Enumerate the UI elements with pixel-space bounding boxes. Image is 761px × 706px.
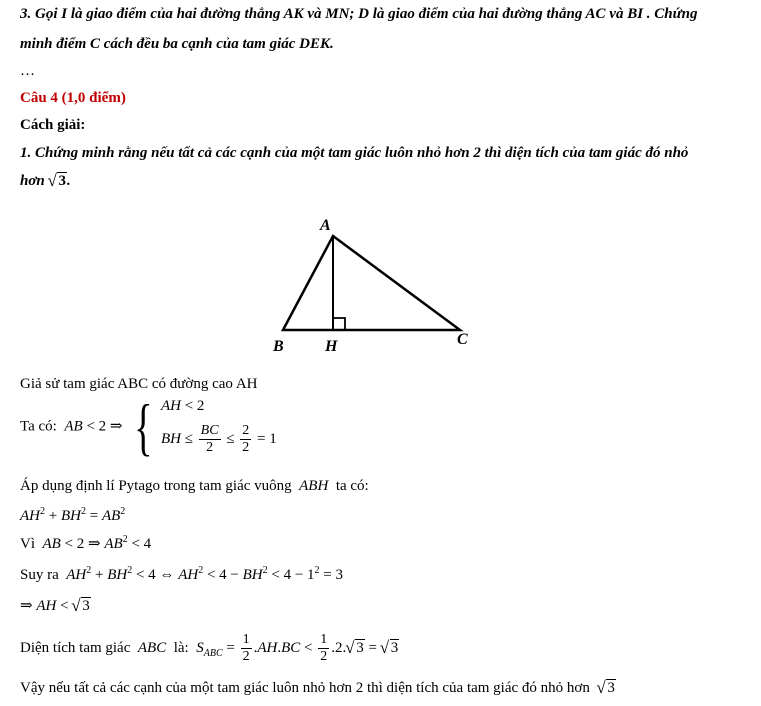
assumption: Giả sử tam giác ABC có đường cao AH: [20, 376, 258, 392]
conclusion: Vậy nếu tất cả các cạnh của một tam giác luôn nhỏ hơn 2 thì diện tích của tam giác đó nhỏ hơn √ 3: [20, 680, 616, 697]
part3-statement-line1: 3. Gọi I là giao điểm của hai đường thẳng AK và MN; D là giao điểm của hai đường thẳng AC và BI . Chứng: [20, 6, 698, 22]
since-line: Vì AB < 2 ⇒ $AB^2 < 4$: [20, 534, 152, 552]
ah-bound: ⇒ AH < √ 3: [20, 596, 91, 615]
part1-statement-line2: hơn √ 3.: [20, 173, 71, 190]
area-line: Diện tích tam giác ABC là: $S_{ABC}$ = $\frac{1}{2}$ .AH.BC < $\frac{1}{2}$ .2.√ 3 = √ 3: [20, 632, 399, 665]
ellipsis: …: [20, 63, 35, 79]
thus-line: Suy ra $AH^2 + BH^2 < 4$ ⇔ $AH^2 < 4 - BH^2 < 4 - 1^2 = 3$: [20, 565, 343, 583]
right-angle-mark: [333, 318, 345, 330]
label-h: H: [325, 338, 338, 355]
pythagoras-intro: Áp dụng định lí Pytago trong tam giác vuông ABH ta có:: [20, 478, 369, 494]
triangle-figure: [0, 210, 761, 370]
pythagoras-eq: $AH^2 + BH^2 = AB^2$: [20, 506, 126, 524]
part3-statement-line2: minh điểm C cách đều ba cạnh của tam giác DEK.: [20, 36, 334, 52]
method-heading: Cách giải:: [20, 117, 86, 133]
label-b: B: [273, 338, 284, 355]
part1-statement-line1: 1. Chứng minh rằng nếu tất cả các cạnh của một tam giác luôn nhỏ hơn 2 thì diện tích của tam giác đó nhỏ: [20, 145, 689, 161]
question-heading: Câu 4 (1,0 điểm): [20, 90, 126, 106]
label-a: A: [320, 217, 331, 234]
triangle-abc: [283, 236, 460, 330]
sqrt-three: √ 3: [48, 173, 67, 190]
taco-system: Ta có: AB < 2 ⇒ { AH < 2 BH ≤ $\frac{BC}{2}$ ≤ $\frac{2}{2}$ = 1: [20, 391, 277, 462]
label-c: C: [457, 331, 468, 348]
